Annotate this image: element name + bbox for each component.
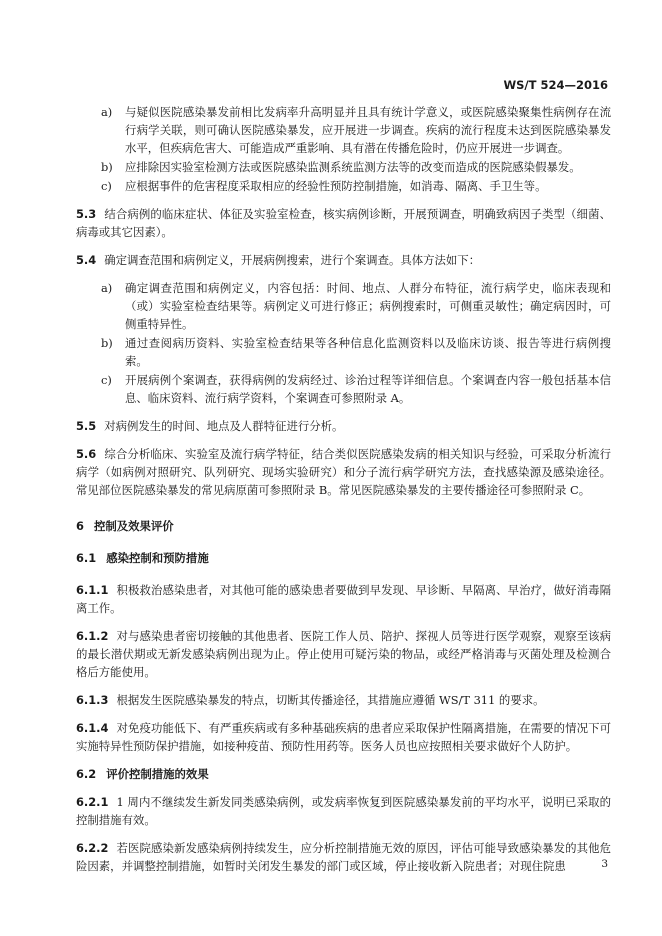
list-item — [101, 371, 611, 407]
list-item — [101, 279, 611, 333]
list-marker: b) — [101, 160, 113, 174]
clause-6-2-1 — [76, 793, 611, 829]
list-marker: b) — [101, 336, 113, 350]
clause-5-4 — [76, 251, 611, 269]
clause-6-2-2 — [76, 839, 611, 875]
clause-6-1-3 — [76, 691, 611, 709]
list-text: 与疑似医院感染暴发前相比发病率升高明显并且具有统计学意义，或医院感染聚集性病例存在流行病学关联，则可确认医院感染暴发，应开展进一步调查。疾病的流行程度未达到医院感染暴发水平，但疾病危害大、可能造成严重影响、具有潜在传播危险时，仍应开展进一步调查。 — [125, 105, 611, 155]
list-item — [101, 103, 611, 157]
clause-6-1-2 — [76, 627, 611, 681]
clause-text: 积极救治感染患者，对其他可能的感染患者要做到早发现、早诊断、早隔离、早治疗，做好消毒隔离工作。 — [76, 583, 611, 615]
list-marker: c) — [101, 179, 112, 193]
section-heading-6-1 — [76, 549, 611, 567]
clause-text: 综合分析临床、实验室及流行病学特征，结合类似医院感染发病的相关知识与经验，可采取分析流行病学（如病例对照研究、队列研究、现场实验研究）和分子流行病学研究方法，查找感染源及感染途径。常见部位医院感染暴发的常见病原菌可参照附录 B。常见医院感染暴发的主要传播途径可参照附录 C。 — [76, 447, 611, 497]
list-marker: a) — [101, 281, 113, 295]
clause-number: 5.6 — [76, 447, 97, 461]
clause-text: 确定调查范围和病例定义，开展病例搜索，进行个案调查。具体方法如下： — [104, 253, 481, 267]
heading-number: 6.1 — [76, 551, 97, 565]
clause-number: 6.1.1 — [76, 583, 109, 597]
clause-text: 对与感染患者密切接触的其他患者、医院工作人员、陪护、探视人员等进行医学观察，观察至该病的最长潜伏期或无新发感染病例出现为止。停止使用可疑污染的物品，或经严格消毒与灭菌处理及检测合格后方能使用。 — [76, 629, 611, 679]
document-body — [76, 103, 611, 885]
clause-5-3 — [76, 205, 611, 241]
heading-title: 评价控制措施的效果 — [106, 767, 209, 781]
clause-text: 根据发生医院感染暴发的特点，切断其传播途径，其措施应遵循 WS/T 311 的要求。 — [116, 693, 545, 707]
list-case-search — [76, 279, 611, 407]
clause-number: 6.1.4 — [76, 721, 109, 735]
clause-text: 1 周内不继续发生新发同类感染病例，或发病率恢复到医院感染暴发前的平均水平，说明已采取的控制措施有效。 — [76, 795, 611, 827]
clause-text: 对病例发生的时间、地点及人群特征进行分析。 — [104, 419, 344, 433]
list-text: 确定调查范围和病例定义，内容包括：时间、地点、人群分布特征，流行病学史，临床表现和（或）实验室检查结果等。病例定义可进行修正；病例搜索时，可侧重灵敏性；确定病因时，可侧重特异性。 — [125, 281, 611, 331]
list-marker: a) — [101, 105, 113, 119]
list-confirm-outbreak — [76, 103, 611, 195]
section-heading-6-2 — [76, 765, 611, 783]
heading-title: 控制及效果评价 — [93, 519, 174, 533]
list-text: 应根据事件的危害程度采取相应的经验性预防控制措施，如消毒、隔离、手卫生等。 — [125, 179, 547, 193]
standard-code: WS/T 524—2016 — [503, 78, 608, 92]
clause-number: 5.4 — [76, 253, 97, 267]
section-heading-6 — [76, 517, 611, 535]
clause-text: 结合病例的临床症状、体征及实验室检查，核实病例诊断，开展预调查，明确致病因子类型（细菌、病毒或其它因素）。 — [76, 207, 611, 239]
page-number: 3 — [601, 858, 608, 870]
heading-number: 6.2 — [76, 767, 97, 781]
clause-5-6 — [76, 445, 611, 499]
list-item — [101, 177, 611, 195]
clause-text: 对免疫功能低下、有严重疾病或有多种基础疾病的患者应采取保护性隔离措施，在需要的情况下可实施特异性预防保护措施，如接种疫苗、预防性用药等。医务人员也应按照相关要求做好个人防护。 — [76, 721, 611, 753]
clause-number: 6.2.2 — [76, 841, 109, 855]
heading-title: 感染控制和预防措施 — [106, 551, 209, 565]
clause-6-1-4 — [76, 719, 611, 755]
list-text: 开展病例个案调查，获得病例的发病经过、诊治过程等详细信息。个案调查内容一般包括基本信息、临床资料、流行病学资料，个案调查可参照附录 A。 — [125, 373, 611, 405]
list-item — [101, 158, 611, 176]
clause-number: 5.3 — [76, 207, 97, 221]
list-marker: c) — [101, 373, 112, 387]
clause-5-5 — [76, 417, 611, 435]
clause-number: 6.1.2 — [76, 629, 109, 643]
list-text: 通过查阅病历资料、实验室检查结果等各种信息化监测资料以及临床访谈、报告等进行病例搜索。 — [125, 336, 611, 368]
clause-6-1-1 — [76, 581, 611, 617]
list-item — [101, 334, 611, 370]
list-text: 应排除因实验室检测方法或医院感染监测系统监测方法等的改变而造成的医院感染假暴发。 — [125, 160, 581, 174]
heading-number: 6 — [76, 519, 84, 533]
clause-number: 5.5 — [76, 419, 97, 433]
clause-number: 6.2.1 — [76, 795, 109, 809]
clause-number: 6.1.3 — [76, 693, 109, 707]
clause-text: 若医院感染新发感染病例持续发生，应分析控制措施无效的原因，评估可能导致感染暴发的其他危险因素，并调整控制措施，如暂时关闭发生暴发的部门或区域，停止接收新入院患者；对现住院患 — [76, 841, 611, 873]
